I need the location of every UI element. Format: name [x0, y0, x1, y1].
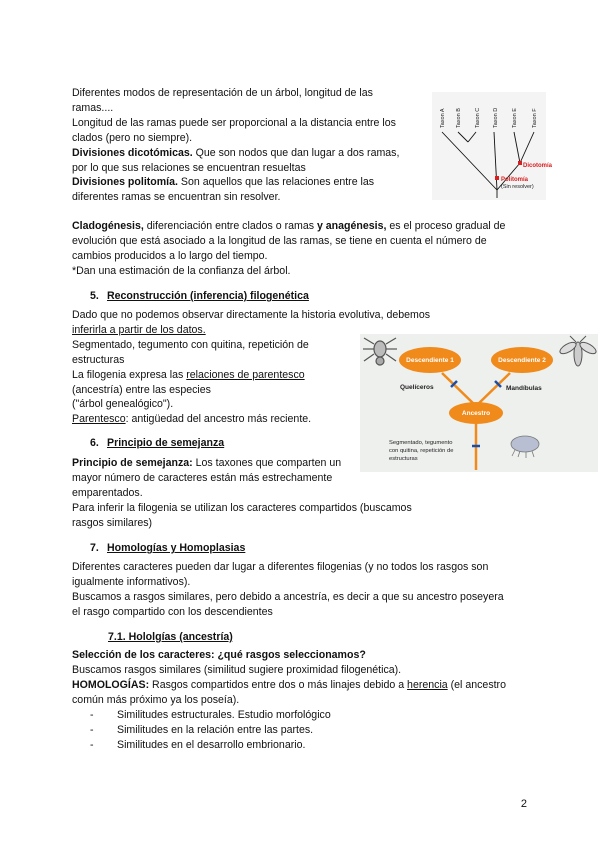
- dicotomia-label: Dicotomía: [523, 163, 553, 169]
- list-item: - Similitudes en la relación entre las partes.: [90, 723, 314, 736]
- text-line: igualmente informativos).: [72, 575, 191, 588]
- question-line: Selección de los caracteres: ¿qué rasgos seleccionamos?: [72, 649, 366, 661]
- caption-line: estructuras: [389, 456, 418, 462]
- similitudes-list: [90, 708, 331, 753]
- caption-line: con quitina, repetición de: [389, 448, 454, 454]
- text-line: Longitud de las ramas puede ser proporcional a la distancia entre los: [72, 116, 396, 129]
- text-line: Parentesco: antigüedad del ancestro más reciente.: [72, 413, 312, 426]
- phylogenetic-tree-figure: [432, 92, 553, 200]
- queliceros-label: Quelíceros: [400, 384, 434, 391]
- taxon-label: Taxon E: [512, 108, 518, 128]
- text-line: HOMOLOGÍAS: Rasgos compartidos entre dos o más linajes debido a herencia (el ancestro: [72, 678, 506, 691]
- taxon-label: Taxon C: [475, 107, 481, 128]
- caption-line: Segmentado, tegumento: [389, 440, 453, 446]
- text-line: estructuras: [72, 353, 125, 366]
- text-line: emparentados.: [72, 486, 143, 499]
- text-line: Diferentes caracteres pueden dar lugar a diferentes filogenias (y no todos los rasgos son: [72, 561, 489, 573]
- section-7-heading: 7. Homologías y Homoplasias: [90, 542, 246, 554]
- mandibulas-label: Mandíbulas: [506, 385, 542, 392]
- text-line: diferentes ramas se encuentran sin resolver.: [72, 191, 281, 204]
- text-line: ("árbol genealógico").: [72, 398, 174, 411]
- taxon-label: Taxon A: [440, 108, 446, 128]
- list-item: - Similitudes estructurales. Estudio morfológico: [90, 709, 331, 721]
- section-5-heading: 5. Reconstrucción (inferencia) filogenética: [90, 290, 309, 302]
- tree-description: [72, 86, 422, 205]
- taxon-label: Taxon D: [493, 107, 499, 128]
- section-6-heading: 6. Principio de semejanza: [90, 437, 225, 449]
- text-line: Diferentes modos de representación de un árbol, longitud de las: [72, 87, 373, 99]
- taxon-label: Taxon F: [532, 108, 538, 128]
- text-line: común más próximo ya los poseía).: [72, 693, 240, 706]
- taxon-label: Taxon B: [456, 108, 462, 128]
- text-line: por lo que sus relaciones se encuentran resueltas: [72, 161, 306, 174]
- section-7-1-body: [72, 648, 542, 708]
- text-line: cambios producidos a lo largo del tiempo.: [72, 249, 268, 262]
- text-line: Segmentado, tegumento con quitina, repetición de: [72, 338, 309, 351]
- text-line: La filogenia expresa las relaciones de parentesco: [72, 368, 305, 381]
- section-6-body: [72, 456, 542, 531]
- section-7-1-heading: 7.1. Hololgías (ancestría): [108, 631, 233, 643]
- text-line: Dado que no podemos observar directamente la historia evolutiva, debemos: [72, 309, 431, 321]
- dicotomia-node: [518, 161, 522, 165]
- text-line: el rasgo compartido con los descendientes: [72, 605, 273, 618]
- text-line: inferirla a partir de los datos.: [72, 323, 206, 336]
- text-line: Buscamos a rasgos similares, pero debido a ancestría, es decir a que su ancestro poseyera: [72, 590, 504, 603]
- politomia-node: [495, 176, 499, 180]
- text-line: Divisiones dicotómicas. Que son nodos que dan lugar a dos ramas,: [72, 146, 400, 159]
- text-line: Principio de semejanza: Los taxones que comparten un: [72, 457, 342, 469]
- list-item: - Similitudes en el desarrollo embrionario.: [90, 738, 306, 751]
- text-line: Buscamos rasgos similares (similitud sugiere proximidad filogenética).: [72, 663, 402, 676]
- ancestro-label: Ancestro: [461, 410, 491, 417]
- descendiente-2-label: Descendiente 2: [498, 357, 546, 364]
- text-line: (ancestría) entre las especies: [72, 383, 211, 396]
- bold-term: Divisiones dicotómicas.: [72, 146, 193, 159]
- descendiente-1-label: Descendiente 1: [406, 357, 454, 364]
- text-line: clados (pero no siempre).: [72, 131, 193, 144]
- page-number: 2: [520, 798, 527, 810]
- text-line: *Dan una estimación de la confianza del árbol.: [72, 264, 291, 277]
- arthropod-cladogram-figure: [360, 334, 598, 472]
- text-line: Para inferir la filogenia se utilizan los caracteres compartidos (buscamos: [72, 501, 412, 514]
- text-line: evolución que está asociado a la longitud de las ramas, se tiene en cuenta el número de: [72, 234, 487, 247]
- section-7-body: [72, 560, 542, 620]
- sin-resolver-label: (Sin resolver): [501, 184, 534, 190]
- text-line: mayor número de caracteres están más estrechamente: [72, 471, 333, 484]
- text-line: Cladogénesis, diferenciación entre clados o ramas y anagénesis, es el proceso gradual de: [72, 220, 506, 232]
- cladogenesis-paragraph: [72, 219, 542, 279]
- text-line: rasgos similares): [72, 516, 153, 529]
- politomia-label: Politomía: [501, 177, 529, 183]
- text-line: Divisiones politomía. Son aquellos que las relaciones entre las: [72, 176, 375, 189]
- bold-term: Divisiones politomía.: [72, 176, 178, 189]
- text-line: ramas....: [72, 101, 114, 114]
